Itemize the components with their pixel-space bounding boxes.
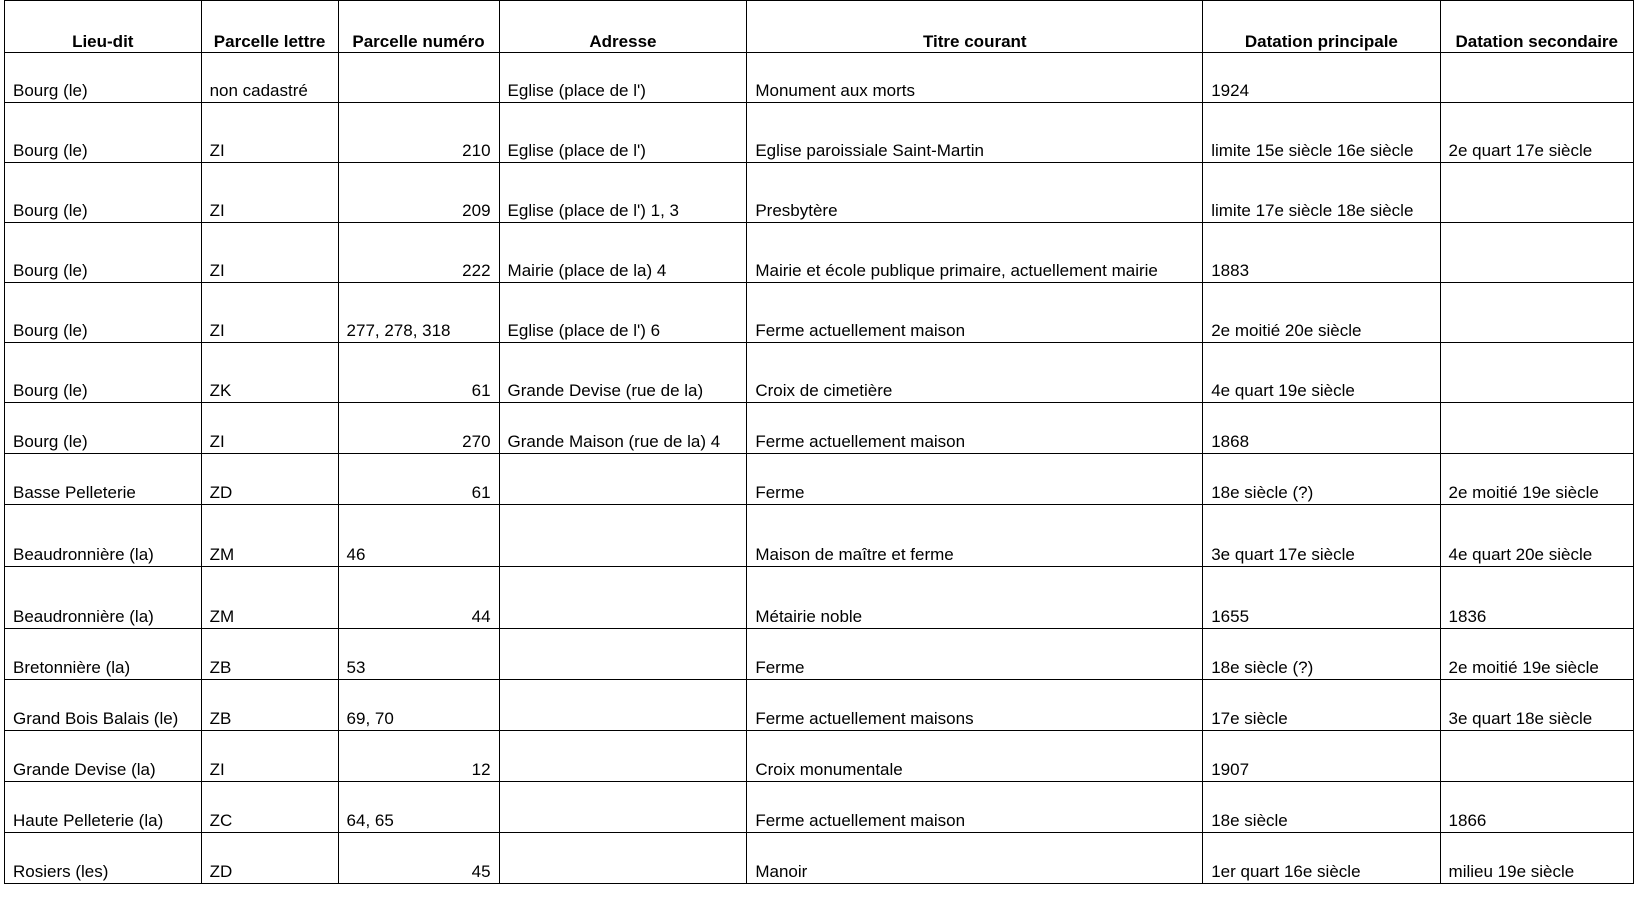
cell-datation-secondaire[interactable]: 2e quart 17e siècle: [1440, 103, 1633, 163]
cell-datation-principale[interactable]: 1868: [1203, 403, 1440, 454]
cell-titre-courant[interactable]: Croix de cimetière: [747, 343, 1203, 403]
cell-parcelle-numero[interactable]: 270: [338, 403, 499, 454]
header-parcelle-numero[interactable]: Parcelle numéro: [338, 1, 499, 53]
cell-lieu-dit[interactable]: Beaudronnière (la): [5, 505, 202, 567]
cell-parcelle-numero[interactable]: 53: [338, 629, 499, 680]
cell-datation-secondaire[interactable]: 4e quart 20e siècle: [1440, 505, 1633, 567]
cell-parcelle-lettre[interactable]: ZD: [201, 833, 338, 884]
cell-datation-principale[interactable]: 1883: [1203, 223, 1440, 283]
table-row: [5, 283, 1634, 343]
header-adresse[interactable]: Adresse: [499, 1, 747, 53]
cell-lieu-dit[interactable]: Bourg (le): [5, 223, 202, 283]
cell-datation-principale[interactable]: 18e siècle (?): [1203, 454, 1440, 505]
cell-titre-courant[interactable]: Mairie et école publique primaire, actuellement mairie: [747, 223, 1203, 283]
table-row: [5, 454, 1634, 505]
cell-datation-secondaire[interactable]: milieu 19e siècle: [1440, 833, 1633, 884]
cell-adresse[interactable]: Grande Maison (rue de la) 4: [499, 403, 747, 454]
cell-parcelle-lettre[interactable]: ZB: [201, 680, 338, 731]
cell-datation-secondaire[interactable]: 3e quart 18e siècle: [1440, 680, 1633, 731]
table-row: [5, 833, 1634, 884]
cell-titre-courant[interactable]: Eglise paroissiale Saint-Martin: [747, 103, 1203, 163]
cell-adresse[interactable]: [499, 731, 747, 782]
table-row: [5, 343, 1634, 403]
cell-titre-courant[interactable]: Ferme actuellement maison: [747, 283, 1203, 343]
cell-datation-principale[interactable]: 1907: [1203, 731, 1440, 782]
cell-parcelle-numero[interactable]: 44: [338, 567, 499, 629]
cell-titre-courant[interactable]: Presbytère: [747, 163, 1203, 223]
header-lieu-dit[interactable]: Lieu-dit: [5, 1, 202, 53]
cell-lieu-dit[interactable]: Rosiers (les): [5, 833, 202, 884]
cell-titre-courant[interactable]: Ferme actuellement maison: [747, 403, 1203, 454]
cell-datation-secondaire[interactable]: [1440, 223, 1633, 283]
table-row: [5, 731, 1634, 782]
cell-lieu-dit[interactable]: Bourg (le): [5, 103, 202, 163]
cell-datation-principale[interactable]: 1924: [1203, 53, 1440, 103]
cell-datation-secondaire[interactable]: [1440, 731, 1633, 782]
cell-lieu-dit[interactable]: Grande Devise (la): [5, 731, 202, 782]
cell-datation-secondaire[interactable]: 1836: [1440, 567, 1633, 629]
cell-parcelle-numero[interactable]: 210: [338, 103, 499, 163]
cell-parcelle-lettre[interactable]: non cadastré: [201, 53, 338, 103]
cell-parcelle-numero[interactable]: [338, 53, 499, 103]
cell-datation-principale[interactable]: limite 17e siècle 18e siècle: [1203, 163, 1440, 223]
cell-lieu-dit[interactable]: Bretonnière (la): [5, 629, 202, 680]
header-datation-secondaire[interactable]: Datation secondaire: [1440, 1, 1633, 53]
table-row: [5, 103, 1634, 163]
cell-datation-principale[interactable]: 18e siècle (?): [1203, 629, 1440, 680]
cell-lieu-dit[interactable]: Grand Bois Balais (le): [5, 680, 202, 731]
cell-parcelle-lettre[interactable]: ZK: [201, 343, 338, 403]
cell-datation-secondaire[interactable]: [1440, 403, 1633, 454]
header-parcelle-lettre[interactable]: Parcelle lettre: [201, 1, 338, 53]
cell-parcelle-lettre[interactable]: ZI: [201, 283, 338, 343]
cell-datation-principale[interactable]: limite 15e siècle 16e siècle: [1203, 103, 1440, 163]
cell-parcelle-numero[interactable]: 277, 278, 318: [338, 283, 499, 343]
cell-adresse[interactable]: Eglise (place de l') 6: [499, 283, 747, 343]
cell-parcelle-lettre[interactable]: ZI: [201, 223, 338, 283]
cell-datation-principale[interactable]: 3e quart 17e siècle: [1203, 505, 1440, 567]
cell-parcelle-numero[interactable]: 45: [338, 833, 499, 884]
cell-lieu-dit[interactable]: Basse Pelleterie: [5, 454, 202, 505]
cell-parcelle-lettre[interactable]: ZI: [201, 731, 338, 782]
table-row: [5, 223, 1634, 283]
cell-datation-secondaire[interactable]: [1440, 283, 1633, 343]
cell-datation-principale[interactable]: 1er quart 16e siècle: [1203, 833, 1440, 884]
cell-lieu-dit[interactable]: Beaudronnière (la): [5, 567, 202, 629]
header-titre-courant[interactable]: Titre courant: [747, 1, 1203, 53]
cell-lieu-dit[interactable]: Bourg (le): [5, 163, 202, 223]
cell-adresse[interactable]: [499, 567, 747, 629]
cell-parcelle-numero[interactable]: 222: [338, 223, 499, 283]
cell-titre-courant[interactable]: Maison de maître et ferme: [747, 505, 1203, 567]
cell-parcelle-lettre[interactable]: ZI: [201, 403, 338, 454]
cell-adresse[interactable]: [499, 680, 747, 731]
cell-lieu-dit[interactable]: Haute Pelleterie (la): [5, 782, 202, 833]
table-row: [5, 403, 1634, 454]
cell-adresse[interactable]: Eglise (place de l'): [499, 103, 747, 163]
cell-adresse[interactable]: Eglise (place de l') 1, 3: [499, 163, 747, 223]
cell-lieu-dit[interactable]: Bourg (le): [5, 403, 202, 454]
cell-parcelle-lettre[interactable]: ZC: [201, 782, 338, 833]
cell-parcelle-numero[interactable]: 12: [338, 731, 499, 782]
table-row: [5, 567, 1634, 629]
cell-datation-secondaire[interactable]: 1866: [1440, 782, 1633, 833]
cell-adresse[interactable]: [499, 833, 747, 884]
cell-titre-courant[interactable]: Monument aux morts: [747, 53, 1203, 103]
table-row: [5, 163, 1634, 223]
header-row: [5, 1, 1634, 53]
cell-datation-principale[interactable]: 4e quart 19e siècle: [1203, 343, 1440, 403]
table-row: [5, 680, 1634, 731]
header-datation-principale[interactable]: Datation principale: [1203, 1, 1440, 53]
cell-datation-secondaire[interactable]: [1440, 163, 1633, 223]
data-table: [4, 0, 1634, 884]
cell-datation-secondaire[interactable]: 2e moitié 19e siècle: [1440, 454, 1633, 505]
cell-lieu-dit[interactable]: Bourg (le): [5, 283, 202, 343]
cell-titre-courant[interactable]: Ferme: [747, 454, 1203, 505]
cell-adresse[interactable]: [499, 782, 747, 833]
cell-adresse[interactable]: Mairie (place de la) 4: [499, 223, 747, 283]
cell-titre-courant[interactable]: Ferme actuellement maison: [747, 782, 1203, 833]
table-row: [5, 505, 1634, 567]
cell-adresse[interactable]: Eglise (place de l'): [499, 53, 747, 103]
cell-titre-courant[interactable]: Métairie noble: [747, 567, 1203, 629]
cell-parcelle-lettre[interactable]: ZI: [201, 103, 338, 163]
cell-titre-courant[interactable]: Croix monumentale: [747, 731, 1203, 782]
cell-titre-courant[interactable]: Manoir: [747, 833, 1203, 884]
cell-parcelle-lettre[interactable]: ZM: [201, 505, 338, 567]
table-row: [5, 782, 1634, 833]
cell-titre-courant[interactable]: Ferme actuellement maisons: [747, 680, 1203, 731]
cell-parcelle-numero[interactable]: 46: [338, 505, 499, 567]
cell-parcelle-lettre[interactable]: ZD: [201, 454, 338, 505]
cell-datation-principale[interactable]: 17e siècle: [1203, 680, 1440, 731]
cell-parcelle-lettre[interactable]: ZB: [201, 629, 338, 680]
cell-datation-secondaire[interactable]: [1440, 343, 1633, 403]
cell-datation-principale[interactable]: 18e siècle: [1203, 782, 1440, 833]
cell-lieu-dit[interactable]: Bourg (le): [5, 53, 202, 103]
cell-parcelle-numero[interactable]: 64, 65: [338, 782, 499, 833]
cell-parcelle-lettre[interactable]: ZM: [201, 567, 338, 629]
cell-parcelle-lettre[interactable]: ZI: [201, 163, 338, 223]
cell-datation-secondaire[interactable]: 2e moitié 19e siècle: [1440, 629, 1633, 680]
cell-parcelle-numero[interactable]: 69, 70: [338, 680, 499, 731]
cell-datation-principale[interactable]: 1655: [1203, 567, 1440, 629]
cell-parcelle-numero[interactable]: 209: [338, 163, 499, 223]
cell-adresse[interactable]: [499, 454, 747, 505]
cell-datation-principale[interactable]: 2e moitié 20e siècle: [1203, 283, 1440, 343]
table-row: [5, 53, 1634, 103]
cell-parcelle-numero[interactable]: 61: [338, 343, 499, 403]
cell-adresse[interactable]: [499, 629, 747, 680]
cell-titre-courant[interactable]: Ferme: [747, 629, 1203, 680]
cell-adresse[interactable]: Grande Devise (rue de la): [499, 343, 747, 403]
cell-adresse[interactable]: [499, 505, 747, 567]
cell-datation-secondaire[interactable]: [1440, 53, 1633, 103]
cell-parcelle-numero[interactable]: 61: [338, 454, 499, 505]
cell-lieu-dit[interactable]: Bourg (le): [5, 343, 202, 403]
table-row: [5, 629, 1634, 680]
